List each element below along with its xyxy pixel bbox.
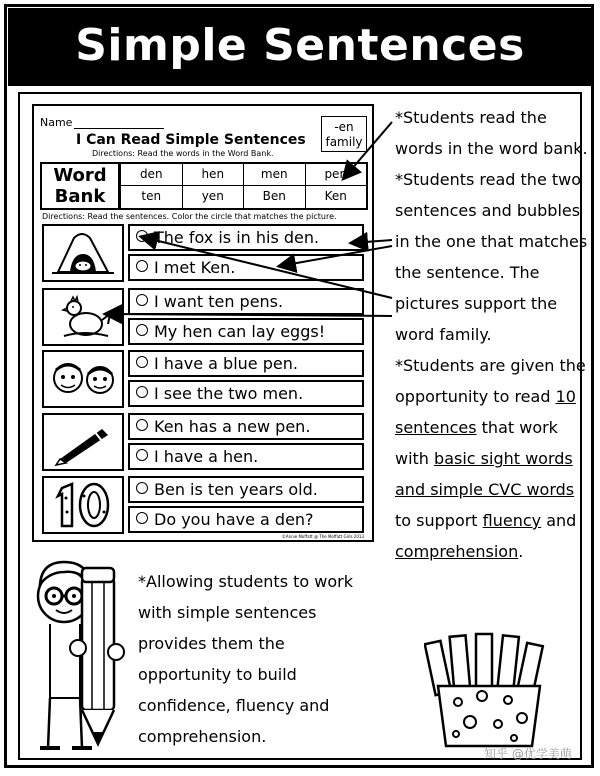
copyright: ©Annie Moffatt @ The Moffatt Girls 2013	[281, 534, 364, 539]
arrow-to-hen-picture	[106, 314, 392, 316]
word-bank-word: men	[243, 164, 305, 186]
sentence-option: Ken has a new pen.	[128, 413, 364, 440]
family-word: family	[325, 135, 363, 149]
word-bank-word: ten	[120, 186, 182, 208]
page-title: Simple Sentences	[75, 20, 525, 71]
sentence-option: Ben is ten years old.	[128, 476, 364, 503]
arrow-to-fox-picture	[142, 237, 392, 298]
arrow-to-word-bank	[344, 122, 392, 178]
worksheet-title: I Can Read Simple Sentences	[76, 132, 306, 148]
sentence-option: Do you have a den?	[128, 506, 364, 533]
word-bank-word: Ben	[243, 186, 305, 208]
word-bank-word: Ken	[305, 186, 367, 208]
note-word-bank: *Students read the words in the word bank.	[395, 108, 588, 158]
word-bank-word: den	[120, 164, 182, 186]
sentence-option: I want ten pens.	[128, 288, 364, 315]
pencil-cup-icon	[424, 630, 574, 750]
sentence-option: I see the two men.	[128, 380, 364, 407]
family-suffix: -en	[334, 120, 354, 134]
wordbank-directions: Directions: Read the words in the Word Bank.	[92, 149, 274, 158]
sentence-option: I have a hen.	[128, 443, 364, 470]
word-bank-word: hen	[182, 164, 244, 186]
word-bank-label: Word Bank	[42, 164, 120, 208]
sentence-option: The fox is in his den.	[128, 224, 364, 251]
kid-with-pencil-icon	[20, 548, 130, 758]
sentence-option: I met Ken.	[128, 254, 364, 281]
sentence-option: I have a blue pen.	[128, 350, 364, 377]
arrow-to-sentence-1	[352, 240, 392, 243]
sentence-directions: Directions: Read the sentences. Color the circle that matches the picture.	[42, 212, 337, 221]
word-bank-word: pen	[305, 164, 367, 186]
note-sentences: *Students read the two sentences and bubbles in the one that matches the sentence. The pictures support the word family.	[395, 170, 588, 344]
arrow-to-sentence-2	[280, 246, 392, 266]
sentence-option: My hen can lay eggs!	[128, 318, 364, 345]
note-opportunity: *Students are given the opportunity to read 10 sentences that work with basic sight words and simple CVC words to support fluency and comprehension.	[395, 356, 586, 561]
note-confidence: *Allowing students to work with simple sentences provides them the opportunity to build confidence, fluency and comprehension.	[138, 572, 353, 746]
watermark: 知乎 @优学美萌	[484, 747, 572, 761]
name-label: Name	[40, 116, 73, 129]
word-bank-word: yen	[182, 186, 244, 208]
